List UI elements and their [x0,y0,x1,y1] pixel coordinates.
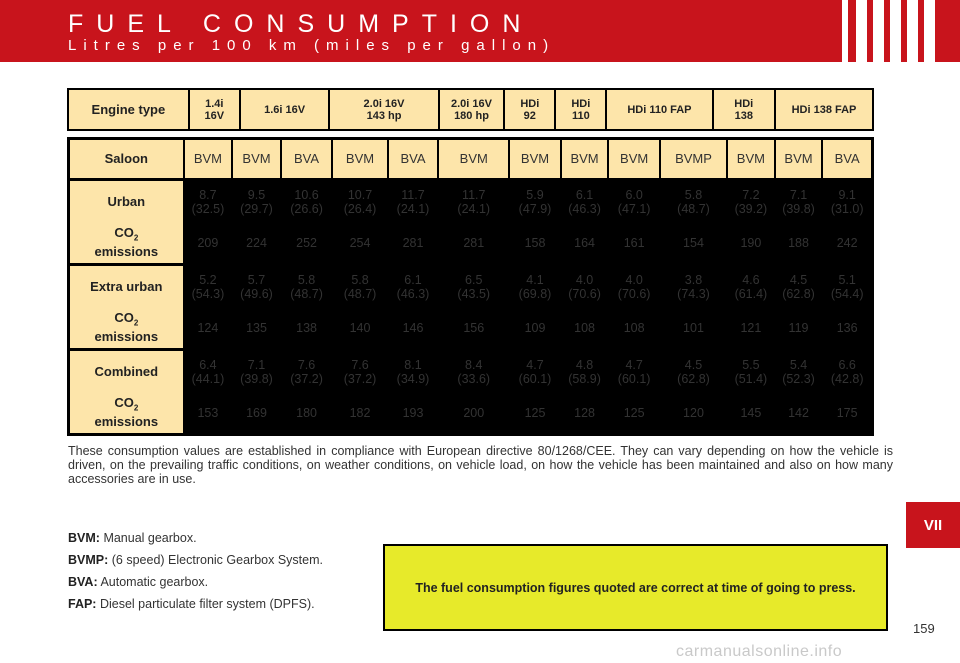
engine-type-cell: HDi 110 [555,89,606,130]
consumption-value-cell: 5.5 (51.4) [727,350,775,393]
consumption-value-cell: 7.6 (37.2) [332,350,387,393]
gearbox-cell: BVM [727,139,775,180]
gearbox-cell: BVM [775,139,823,180]
co2-value-cell: 209 [184,222,233,265]
consumption-value-cell: 4.7 (60.1) [608,350,660,393]
consumption-value-cell: 7.1 (39.8) [775,180,823,223]
engine-type-cell: HDi 92 [504,89,555,130]
consumption-value-cell: 6.5 (43.5) [438,265,509,308]
co2-emissions-row [69,222,873,265]
consumption-value-cell: 5.8 (48.7) [660,180,727,223]
co2-value-cell: 281 [438,222,509,265]
gearbox-cell: BVM [438,139,509,180]
consumption-value-cell: 5.8 (48.7) [332,265,387,308]
row-label: $CO_2$ emissions [69,307,184,350]
notice-box [383,544,888,631]
co2-value-cell: 145 [727,392,775,435]
co2-value-cell: 175 [822,392,872,435]
co2-value-cell: 125 [509,392,561,435]
co2-value-cell: 121 [727,307,775,350]
co2-value-cell: 135 [232,307,281,350]
co2-value-cell: 140 [332,307,387,350]
page-title: FUEL CONSUMPTION [68,10,534,38]
body-type-label: Saloon [69,139,184,180]
co2-value-cell: 125 [608,392,660,435]
consumption-value-cell: 7.2 (39.2) [727,180,775,223]
engine-type-cell: HDi 138 [713,89,775,130]
legend-term: FAP: [68,597,97,611]
co2-value-cell: 142 [775,392,823,435]
co2-value-cell: 180 [281,392,333,435]
co2-value-cell: 138 [281,307,333,350]
legend-item [68,553,348,567]
consumption-value-cell: 5.9 (47.9) [509,180,561,223]
co2-value-cell: 136 [822,307,872,350]
consumption-value-cell: 4.0 (70.6) [608,265,660,308]
legend-description: Manual gearbox. [103,531,197,545]
watermark: carmanualsonline.info [676,643,843,660]
co2-label: CO [114,309,134,325]
legend-term: BVM: [68,531,100,545]
row-label: Urban [69,180,184,223]
co2-value-cell: 252 [281,222,333,265]
co2-value-cell: 156 [438,307,509,350]
gearbox-cell: BVM [509,139,561,180]
engine-type-cell: HDi 138 FAP [775,89,873,130]
co2-value-cell: 119 [775,307,823,350]
co2-value-cell: 190 [727,222,775,265]
co2-value-cell: 109 [509,307,561,350]
co2-value-cell: 169 [232,392,281,435]
co2-value-cell: 164 [561,222,609,265]
co2-value-cell: 193 [388,392,439,435]
consumption-value-cell: 4.6 (61.4) [727,265,775,308]
co2-emissions-row [69,307,873,350]
co2-value-cell: 281 [388,222,439,265]
consumption-value-cell: 7.1 (39.8) [232,350,281,393]
co2-value-cell: 101 [660,307,727,350]
row-label: Extra urban [69,265,184,308]
gearbox-cell: BVM [561,139,609,180]
consumption-value-cell: 4.5 (62.8) [775,265,823,308]
gearbox-legend [68,531,348,619]
legend-description: Diesel particulate filter system (DPFS). [99,597,315,611]
legend-description: (6 speed) Electronic Gearbox System. [111,553,323,567]
co2-value-cell: 224 [232,222,281,265]
emissions-label: emissions [94,329,159,345]
engine-type-cell: 1.6i 16V [240,89,330,130]
consumption-value-cell: 9.1 (31.0) [822,180,872,223]
engine-type-cell: HDi 110 FAP [606,89,712,130]
consumption-row [69,265,873,308]
consumption-value-cell: 5.2 (54.3) [184,265,233,308]
legend-term: BVA: [68,575,98,589]
consumption-value-cell: 4.8 (58.9) [561,350,609,393]
notice-text: The fuel consumption figures quoted are correct at time of going to press. [415,580,856,595]
consumption-value-cell: 6.4 (44.1) [184,350,233,393]
engine-type-table [67,88,874,131]
page-header [0,0,960,62]
consumption-value-cell: 3.8 (74.3) [660,265,727,308]
co2-value-cell: 153 [184,392,233,435]
legend-description: Automatic gearbox. [100,575,209,589]
row-label: $CO_2$ emissions [69,222,184,265]
page-subtitle: Litres per 100 km (miles per gallon) [68,37,556,54]
consumption-value-cell: 5.8 (48.7) [281,265,333,308]
consumption-value-cell: 4.7 (60.1) [509,350,561,393]
consumption-value-cell: 7.6 (37.2) [281,350,333,393]
engine-type-cell: 2.0i 16V 180 hp [439,89,505,130]
gearbox-cell: BVM [232,139,281,180]
co2-value-cell: 182 [332,392,387,435]
gearbox-cell: BVA [388,139,439,180]
co2-label: CO [114,394,134,410]
co2-label: CO [114,224,134,240]
consumption-value-cell: 6.0 (47.1) [608,180,660,223]
emissions-label: emissions [94,244,159,260]
consumption-row [69,180,873,223]
gearbox-cell: BVMP [660,139,727,180]
engine-type-row [68,89,873,130]
consumption-note: These consumption values are established in compliance with European directive 80/1268/CEE. They can vary depending on how the vehicle is driven, on the prevailing traffic conditions, on weather conditions, on vehicle load, on how the vehicle has been maintained and also on how many accessories are in use. [68,444,893,486]
consumption-value-cell: 11.7 (24.1) [388,180,439,223]
consumption-table [67,137,874,436]
chapter-tab[interactable]: VII [906,502,960,548]
row-label: Combined [69,350,184,393]
co2-value-cell: 108 [561,307,609,350]
co2-value-cell: 161 [608,222,660,265]
co2-value-cell: 120 [660,392,727,435]
gearbox-cell: BVM [184,139,233,180]
legend-term: BVMP: [68,553,109,567]
consumption-value-cell: 8.7 (32.5) [184,180,233,223]
co2-value-cell: 128 [561,392,609,435]
consumption-value-cell: 11.7 (24.1) [438,180,509,223]
consumption-value-cell: 6.1 (46.3) [561,180,609,223]
engine-type-label: Engine type [68,89,189,130]
co2-value-cell: 188 [775,222,823,265]
co2-value-cell: 124 [184,307,233,350]
legend-item [68,575,348,589]
consumption-value-cell: 4.1 (69.8) [509,265,561,308]
consumption-value-cell: 4.5 (62.8) [660,350,727,393]
emissions-label: emissions [94,414,159,430]
co2-value-cell: 146 [388,307,439,350]
gearbox-cell: BVM [332,139,387,180]
consumption-value-cell: 9.5 (29.7) [232,180,281,223]
engine-type-cell: 2.0i 16V 143 hp [329,89,438,130]
engine-type-cell: 1.4i 16V [189,89,240,130]
co2-value-cell: 200 [438,392,509,435]
consumption-row [69,350,873,393]
row-label: $CO_2$ emissions [69,392,184,435]
co2-value-cell: 154 [660,222,727,265]
gearbox-cell: BVM [608,139,660,180]
consumption-value-cell: 4.0 (70.6) [561,265,609,308]
consumption-value-cell: 5.7 (49.6) [232,265,281,308]
co2-value-cell: 242 [822,222,872,265]
legend-item [68,531,348,545]
consumption-value-cell: 8.4 (33.6) [438,350,509,393]
legend-item [68,597,348,611]
header-stripes-decoration [842,0,941,62]
consumption-value-cell: 6.6 (42.8) [822,350,872,393]
gearbox-cell: BVA [281,139,333,180]
gearbox-row [69,139,873,180]
consumption-value-cell: 5.1 (54.4) [822,265,872,308]
gearbox-cell: BVA [822,139,872,180]
co2-emissions-row [69,392,873,435]
co2-value-cell: 158 [509,222,561,265]
consumption-value-cell: 10.6 (26.6) [281,180,333,223]
co2-value-cell: 108 [608,307,660,350]
consumption-value-cell: 8.1 (34.9) [388,350,439,393]
consumption-value-cell: 6.1 (46.3) [388,265,439,308]
consumption-value-cell: 5.4 (52.3) [775,350,823,393]
consumption-value-cell: 10.7 (26.4) [332,180,387,223]
page-number: 159 [913,621,935,636]
co2-value-cell: 254 [332,222,387,265]
